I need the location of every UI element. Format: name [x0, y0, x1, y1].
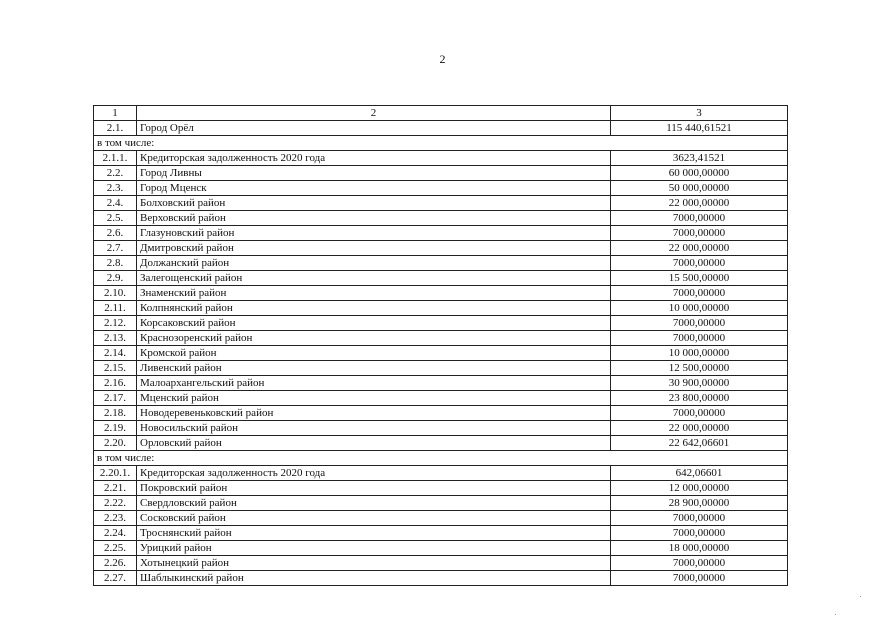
table-row — [94, 286, 788, 301]
subheading-row — [94, 136, 788, 151]
table-row — [94, 496, 788, 511]
row-number: 2.18. — [94, 406, 137, 421]
row-name: Город Ливны — [137, 166, 611, 181]
row-number: 2.3. — [94, 181, 137, 196]
table-row — [94, 511, 788, 526]
row-number: 2.20. — [94, 436, 137, 451]
row-name: Ливенский район — [137, 361, 611, 376]
row-value: 7000,00000 — [611, 511, 788, 526]
row-value: 642,06601 — [611, 466, 788, 481]
row-number: 2.23. — [94, 511, 137, 526]
row-value: 7000,00000 — [611, 211, 788, 226]
table-row — [94, 406, 788, 421]
table-row — [94, 466, 788, 481]
row-name: Залегощенский район — [137, 271, 611, 286]
header-row — [94, 106, 788, 121]
row-name: Кредиторская задолженность 2020 года — [137, 151, 611, 166]
table-row — [94, 301, 788, 316]
row-value: 12 000,00000 — [611, 481, 788, 496]
row-name: Дмитровский район — [137, 241, 611, 256]
table-row — [94, 346, 788, 361]
table-row — [94, 361, 788, 376]
row-value: 22 000,00000 — [611, 241, 788, 256]
table-row — [94, 226, 788, 241]
subheading-label: в том числе: — [94, 136, 788, 151]
row-value: 28 900,00000 — [611, 496, 788, 511]
row-name: Знаменский район — [137, 286, 611, 301]
table-row — [94, 421, 788, 436]
table-row — [94, 541, 788, 556]
scan-speck — [860, 596, 861, 597]
row-number: 2.17. — [94, 391, 137, 406]
row-number: 2.10. — [94, 286, 137, 301]
row-name: Краснозоренский район — [137, 331, 611, 346]
row-number: 2.25. — [94, 541, 137, 556]
row-value: 3623,41521 — [611, 151, 788, 166]
row-value: 15 500,00000 — [611, 271, 788, 286]
table-header — [94, 106, 788, 121]
table-row — [94, 556, 788, 571]
allocation-table — [93, 105, 788, 586]
table-row — [94, 211, 788, 226]
row-name: Малоархангельский район — [137, 376, 611, 391]
row-name: Мценский район — [137, 391, 611, 406]
row-name: Колпнянский район — [137, 301, 611, 316]
row-number: 2.6. — [94, 226, 137, 241]
row-name: Покровский район — [137, 481, 611, 496]
row-name: Корсаковский район — [137, 316, 611, 331]
row-name: Новосильский район — [137, 421, 611, 436]
subheading-label: в том числе: — [94, 451, 788, 466]
row-name: Кредиторская задолженность 2020 года — [137, 466, 611, 481]
row-name: Новодеревеньковский район — [137, 406, 611, 421]
row-name: Свердловский район — [137, 496, 611, 511]
row-number: 2.16. — [94, 376, 137, 391]
subheading-row — [94, 451, 788, 466]
table-row — [94, 436, 788, 451]
row-number: 2.1. — [94, 121, 137, 136]
row-value: 7000,00000 — [611, 226, 788, 241]
row-value: 7000,00000 — [611, 256, 788, 271]
row-name: Город Мценск — [137, 181, 611, 196]
row-number: 2.24. — [94, 526, 137, 541]
row-number: 2.20.1. — [94, 466, 137, 481]
row-value: 22 000,00000 — [611, 196, 788, 211]
row-value: 22 642,06601 — [611, 436, 788, 451]
row-name: Кромской район — [137, 346, 611, 361]
row-value: 7000,00000 — [611, 571, 788, 586]
table-row — [94, 256, 788, 271]
table-row — [94, 196, 788, 211]
table-row — [94, 166, 788, 181]
row-number: 2.19. — [94, 421, 137, 436]
row-value: 23 800,00000 — [611, 391, 788, 406]
row-number: 2.21. — [94, 481, 137, 496]
table-row — [94, 376, 788, 391]
page-number: 2 — [439, 52, 446, 66]
row-number: 2.2. — [94, 166, 137, 181]
table-row — [94, 151, 788, 166]
row-number: 2.22. — [94, 496, 137, 511]
row-value: 7000,00000 — [611, 286, 788, 301]
row-number: 2.11. — [94, 301, 137, 316]
row-name: Урицкий район — [137, 541, 611, 556]
table-body — [94, 121, 788, 586]
row-value: 7000,00000 — [611, 316, 788, 331]
row-number: 2.8. — [94, 256, 137, 271]
row-value: 18 000,00000 — [611, 541, 788, 556]
table-row — [94, 481, 788, 496]
row-number: 2.7. — [94, 241, 137, 256]
row-name: Должанский район — [137, 256, 611, 271]
header-col-2: 2 — [137, 106, 611, 121]
row-number: 2.26. — [94, 556, 137, 571]
row-number: 2.14. — [94, 346, 137, 361]
row-name: Верховский район — [137, 211, 611, 226]
table-row — [94, 526, 788, 541]
row-value: 10 000,00000 — [611, 301, 788, 316]
row-name: Хотынецкий район — [137, 556, 611, 571]
header-col-1: 1 — [94, 106, 137, 121]
row-number: 2.5. — [94, 211, 137, 226]
table-row — [94, 331, 788, 346]
table-row — [94, 316, 788, 331]
row-value: 60 000,00000 — [611, 166, 788, 181]
row-name: Глазуновский район — [137, 226, 611, 241]
row-value: 50 000,00000 — [611, 181, 788, 196]
row-number: 2.15. — [94, 361, 137, 376]
table-row — [94, 121, 788, 136]
row-name: Орловский район — [137, 436, 611, 451]
row-value: 7000,00000 — [611, 331, 788, 346]
row-number: 2.13. — [94, 331, 137, 346]
row-number: 2.4. — [94, 196, 137, 211]
row-value: 22 000,00000 — [611, 421, 788, 436]
row-value: 7000,00000 — [611, 526, 788, 541]
row-number: 2.9. — [94, 271, 137, 286]
row-number: 2.1.1. — [94, 151, 137, 166]
table-row — [94, 391, 788, 406]
row-name: Шаблыкинский район — [137, 571, 611, 586]
row-name: Болховский район — [137, 196, 611, 211]
row-name: Сосковский район — [137, 511, 611, 526]
row-number: 2.27. — [94, 571, 137, 586]
row-value: 115 440,61521 — [611, 121, 788, 136]
row-number: 2.12. — [94, 316, 137, 331]
row-name: Троснянский район — [137, 526, 611, 541]
table-row — [94, 271, 788, 286]
row-value: 7000,00000 — [611, 406, 788, 421]
row-value: 30 900,00000 — [611, 376, 788, 391]
table-row — [94, 241, 788, 256]
row-value: 12 500,00000 — [611, 361, 788, 376]
header-col-3: 3 — [611, 106, 788, 121]
table-row — [94, 571, 788, 586]
row-value: 10 000,00000 — [611, 346, 788, 361]
table-row — [94, 181, 788, 196]
row-name: Город Орёл — [137, 121, 611, 136]
row-value: 7000,00000 — [611, 556, 788, 571]
scan-speck — [835, 614, 836, 615]
